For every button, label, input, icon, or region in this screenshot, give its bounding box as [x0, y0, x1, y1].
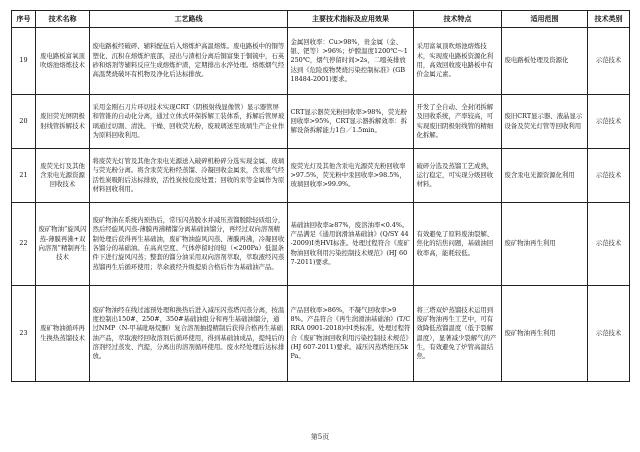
header-no: 序号: [12, 11, 36, 28]
cell-scope: 废矿物油再生利用: [502, 286, 588, 382]
cell-name: 废荧光灯及其他含汞电光源资源回收技术: [36, 149, 90, 203]
header-scope: 适用范围: [502, 11, 588, 28]
cell-no: 19: [12, 28, 36, 95]
cell-indicators: 废荧光灯及其他含汞电光源荧光粉回收率>97.5%，荧光粉中汞回收率>98.5%，玻璃回收率>99.9%。: [288, 149, 414, 203]
cell-process: 将废荧光灯管及其他含汞电光源送入破碎机粉碎分选实现金属、玻璃与荧光粉分离。将含汞荧光粉经蒸馏、冷凝回收金属汞，含汞废气经活性炭吸附后达标排放，活性炭按危废处置；回收的汞等金属作为原材料回收利用。: [90, 149, 288, 203]
technology-table: [11, 10, 630, 382]
cell-indicators: 基础油回收率≥87%，废溶油率<0.4%。产品满足《通用润滑油基础油》(Q/SY 44-2009)I类HVI标准。处理过程符合《废矿物油回收利用污染控制技术规范》(HJ 607-2011)要求。: [288, 203, 414, 286]
cell-features: 有效避免了原料废油裂解、焦化的结焦问题，基础油回收率高，能耗较低。: [414, 203, 502, 286]
cell-features: 将三塔双炉蒸馏技术运用到废矿物油再生工艺中，可有效降低蒸馏温度（低于裂解温度），显著减少裂解气的产生，有效避免了炉管高温结焦。: [414, 286, 502, 382]
cell-no: 22: [12, 203, 36, 286]
header-features: 技术特点: [414, 11, 502, 28]
cell-name: 废矿物油循环再生换热蒸馏技术: [36, 286, 90, 382]
table-row: [12, 149, 630, 203]
cell-process: 采用金刚石刀片环切技术实现CRT（阴极射线显像管）显示器管屏和管锥的自动化分离，通过立体式环保拆解工装体系，拆解后管屏玻璃通过切割、清洗、干燥、回收荧光粉，废玻璃送至玻璃生产企业作为原料回收利用。: [90, 95, 288, 149]
cell-scope: 废含汞电光源资源化利用: [502, 149, 588, 203]
cell-process: 废矿物油在系统内预热后，常压闪蒸脱水并减压蒸馏脱除轻质组分，然后经旋风闪蒸-薄膜再沸精馏分离基础油馏分，再经过双向溶剂精制处理后获得再生基础油，废矿物油旋风闪蒸、薄膜再沸，冷凝回收各馏分的基础油。在高真空度、气体停留时间短（<200Pa）低温条件下进行旋风闪蒸；整套的馏分油采用双向溶剂萃取，萃取液经闪蒸蒸馏再生后循环使用；萃余液经升级提质合格后作为基础油产品。: [90, 203, 288, 286]
header-process: 工艺路线: [90, 11, 288, 28]
cell-no: 23: [12, 286, 36, 382]
table-row: [12, 28, 630, 95]
cell-process: 废矿物油经在线过滤预处理和换热后进入减压闪蒸塔闪蒸分离，按温度控制出150#、250#、350#基础油组分和再生基础油馏分，通过NMP（N-甲基吡咯烷酮）复合溶剂抽提精制后获得合格再生基础油产品，萃取液经回收溶剂后循环使用，得到基础油成品，提纯后的溶剂经过蒸发、汽提，分离出的溶剂循环使用。废水经处理后达标排放。: [90, 286, 288, 382]
cell-indicators: 金属回收率：Cu>98%，贵金属（金、银、钯等）>96%；炉膛温度1200℃～1250℃，烟气停留时间>2s，二噁英排放达到《危险废物焚烧污染控制标准》(GB 18484-2001)要求。: [288, 28, 414, 95]
cell-features: 采用富氧顶吹熔池熔炼技术，实现废电路板资源化利用，高效回收废电路板中有价金属元素。: [414, 28, 502, 95]
cell-category: 示范技术: [588, 149, 630, 203]
cell-features: 破碎分选及蒸馏工艺成熟，运行稳定，可实现分级回收材料。: [414, 149, 502, 203]
cell-features: 开发了全自动、全封闭拆解及回收系统，产率较高，可实现废旧阴极射线管的精细化拆解。: [414, 95, 502, 149]
cell-name: 废矿物油“旋风闪蒸-薄膜再沸+双向溶剂”精制再生技术: [36, 203, 90, 286]
header-category: 技术类别: [588, 11, 630, 28]
header-name: 技术名称: [36, 11, 90, 28]
cell-scope: 废电路板处理及资源化: [502, 28, 588, 95]
cell-category: 示范技术: [588, 203, 630, 286]
table-row: [12, 286, 630, 382]
table-row: [12, 95, 630, 149]
cell-name: 废旧荧光屏阴极射线管拆解技术: [36, 95, 90, 149]
page-number: 第5页: [310, 433, 330, 441]
cell-name: 废电路板富氧顶吹熔池熔炼技术: [36, 28, 90, 95]
cell-indicators: 产品回收率>86%，不凝气回收率>98%。产品符合《再生润滑油基础油》(T/CRRA 0901-2018)中I类标准。处理过程符合《废矿物油回收利用污染控制技术规范》(HJ 607-2011)要求。减压闪蒸塔绝压5kPa。: [288, 286, 414, 382]
cell-scope: 废旧CRT显示器、液晶显示设备及荧光灯管等回收利用: [502, 95, 588, 149]
header-indicators: 主要技术指标及应用效果: [288, 11, 414, 28]
cell-category: 示范技术: [588, 286, 630, 382]
cell-no: 20: [12, 95, 36, 149]
cell-process: 废电路板经破碎、辅料配伍后入熔炼炉高温熔炼。废电路板中的铜等塑化、沉积在熔炼炉底部，浸出与渣相分离后铜富集于铜锍中，石英砂和熔剂等辅料反应生成熔炼炉渣，定期排出水淬处理。熔炼烟气经高温焚烧破坏有机物及净化后达标排放。: [90, 28, 288, 95]
cell-no: 21: [12, 149, 36, 203]
table-row: [12, 203, 630, 286]
cell-category: 示范技术: [588, 95, 630, 149]
cell-category: 示范技术: [588, 28, 630, 95]
cell-scope: 废矿物油再生利用: [502, 203, 588, 286]
table-header-row: [12, 11, 630, 28]
cell-indicators: CRT显示器荧光粉回收率>98%，荧光粉回收率>95%，CRT显示器拆解效率：拆解设备拆解能力1台／1.5min。: [288, 95, 414, 149]
document-page: [11, 10, 629, 382]
